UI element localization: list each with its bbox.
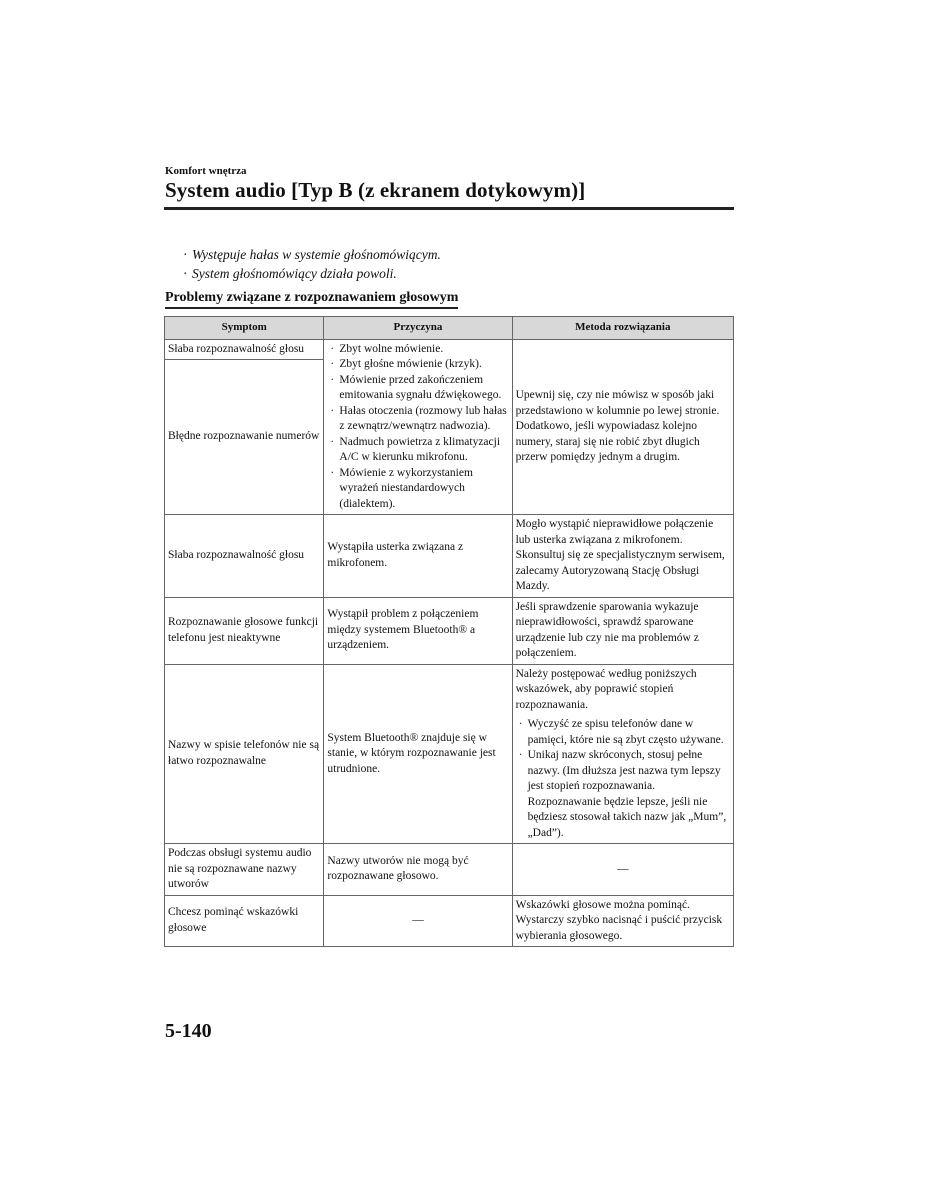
cause-cell: Wystąpił problem z połączeniem między systemem Bluetooth® a urządzeniem. [324, 597, 512, 664]
bullet-dot-icon: · [330, 404, 335, 417]
cause-cell: Wystąpiła usterka związana z mikrofonem. [324, 515, 512, 598]
list-item: · Zbyt wolne mówienie. [327, 342, 508, 358]
solution-intro: Należy postępować według poniższych wskazówek, aby poprawić stopień rozpoznawania. [515, 667, 697, 711]
cause-cell: Nazwy utworów nie mogą być rozpoznawane głosowo. [324, 844, 512, 896]
table-row [165, 339, 734, 360]
bullet-dot-icon: · [183, 247, 188, 262]
column-header-cause: Przyczyna [324, 317, 512, 340]
section-label: Komfort wnętrza [165, 165, 247, 177]
cause-cell [324, 339, 512, 515]
bullet-dot-icon: · [330, 342, 335, 355]
symptom-cell: Podczas obsługi systemu audio nie są rozpoznawane nazwy utworów [165, 844, 324, 896]
bullet-dot-icon: · [518, 718, 523, 730]
bullet-dot-icon: · [518, 749, 523, 761]
intro-bullet-list [183, 245, 441, 283]
list-item: · Unikaj nazw skróconych, stosuj pełne nazwy. (Im dłuższa jest nazwa tym lepszy jest stopień rozpoznawania. Rozpoznawanie będzie lepsze, jeśli nie będziesz stosował takich nazw jak „Mum”, „Dad”). [518, 749, 727, 839]
column-header-solution: Metoda rozwiązania [512, 317, 733, 340]
symptom-cell: Rozpoznawanie głosowe funkcji telefonu jest nieaktywne [165, 597, 324, 664]
intro-bullet: · System głośnomówiący działa powoli. [183, 266, 397, 281]
solution-cell [512, 664, 733, 844]
column-header-symptom: Symptom [165, 317, 324, 340]
bullet-dot-icon: · [330, 466, 335, 479]
symptom-cell: Słaba rozpoznawalność głosu [165, 339, 324, 360]
bullet-dot-icon: · [330, 358, 335, 370]
title-divider [164, 207, 734, 210]
page-number: 5-140 [165, 1020, 212, 1042]
solution-list [516, 717, 730, 841]
list-item: · Zbyt głośne mówienie (krzyk). [327, 357, 508, 373]
section-subheading: Problemy związane z rozpoznawaniem głosowym [165, 290, 458, 309]
list-item: · Hałas otoczenia (rozmowy lub hałas z zewnątrz/wewnątrz nadwozia). [330, 404, 507, 432]
table-row [165, 597, 734, 664]
table-row [165, 664, 734, 844]
list-item: · Mówienie z wykorzystaniem wyrażeń niestandardowych (dialektem). [330, 466, 473, 510]
symptom-cell: Błędne rozpoznawanie numerów [165, 360, 324, 515]
table-header-row [165, 317, 734, 340]
solution-cell: Upewnij się, czy nie mówisz w sposób jaki przedstawiono w kolumnie po lewej stronie. Dodatkowo, jeśli wypowiadasz kolejno numery, staraj się nie robić zbyt długich przerw pomiędzy jednym a drugim. [512, 339, 733, 515]
list-item: · Nadmuch powietrza z klimatyzacji A/C w kierunku mikrofonu. [330, 435, 501, 463]
intro-bullet: · Występuje hałas w systemie głośnomówiącym. [183, 247, 441, 262]
cause-list [327, 342, 508, 513]
table-row [165, 515, 734, 598]
solution-cell: Mogło wystąpić nieprawidłowe połączenie lub usterka związana z mikrofonem. Skonsultuj się ze specjalistycznym serwisem, zalecamy Autoryzowaną Stację Obsługi Mazdy. [512, 515, 733, 598]
list-item: · Mówienie przed zakończeniem emitowania sygnału dźwiękowego. [330, 373, 502, 401]
bullet-dot-icon: · [330, 435, 335, 448]
symptom-cell: Nazwy w spisie telefonów nie są łatwo rozpoznawalne [165, 664, 324, 844]
table-row [165, 844, 734, 896]
symptom-cell: Słaba rozpoznawalność głosu [165, 515, 324, 598]
list-item: · Wyczyść ze spisu telefonów dane w pamięci, które nie są zbyt często używane. [518, 718, 724, 746]
table-row [165, 895, 734, 947]
page-title: System audio [Typ B (z ekranem dotykowym)] [165, 178, 586, 202]
symptom-cell: Chcesz pominąć wskazówki głosowe [165, 895, 324, 947]
solution-cell: Wskazówki głosowe można pominąć. Wystarczy szybko nacisnąć i puścić przycisk wybierania głosowego. [512, 895, 733, 947]
troubleshooting-table [164, 316, 734, 947]
solution-cell: Jeśli sprawdzenie sparowania wykazuje nieprawidłowości, sprawdź sparowane urządzenie lub czy nie ma problemów z połączeniem. [512, 597, 733, 664]
cause-cell: — [324, 895, 512, 947]
bullet-dot-icon: · [183, 266, 188, 281]
bullet-dot-icon: · [330, 373, 335, 386]
solution-cell: — [512, 844, 733, 896]
cause-cell: System Bluetooth® znajduje się w stanie, w którym rozpoznawanie jest utrudnione. [324, 664, 512, 844]
